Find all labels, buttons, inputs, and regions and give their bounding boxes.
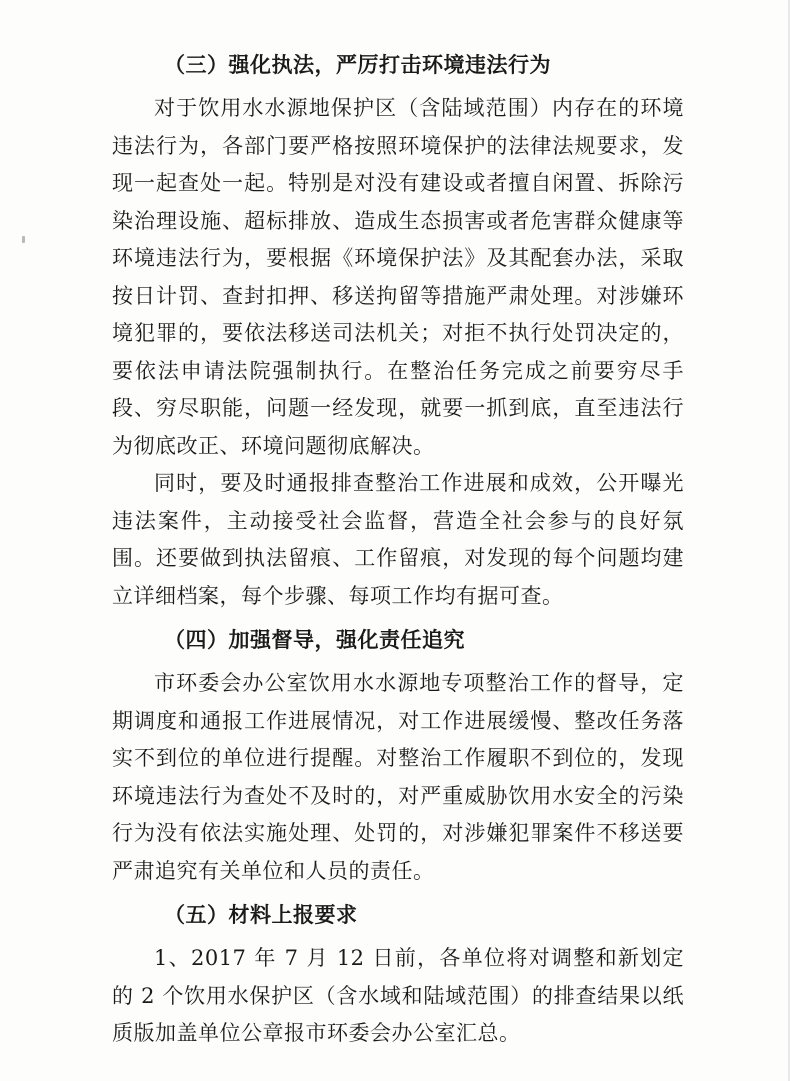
section-heading-reporting: （五）材料上报要求	[164, 902, 358, 927]
paragraph-enforcement-1: 对于饮用水水源地保护区（含陆域范围）内存在的环境违法行为，各部门要严格按照环境保护的法律法规要求，发现一起查处一起。特别是对没有建设或者擅自闲置、拆除污染治理设施、超标排放、造成生态损害或者危害群众健康等环境违法行为，要根据《环境保护法》及其配套办法，采取按日计罚、查封扣押、移送拘留等措施严肃处理。对涉嫌环境犯罪的，要依法移送司法机关；对拒不执行处罚决定的，要依法申请法院强制执行。在整治任务完成之前要穷尽手段、穷尽职能，问题一经发现，就要一抓到底，直至违法行为彻底改正、环境问题彻底解决。	[112, 96, 684, 458]
paragraph-enforcement-2: 同时，要及时通报排查整治工作进展和成效，公开曝光违法案件，主动接受社会监督，营造全社会参与的良好氛围。还要做到执法留痕、工作留痕，对发现的每个问题均建立详细档案，每个步骤、每项工作均有据可查。	[112, 471, 684, 608]
section-heading-supervision: （四）加强督导，强化责任追究	[164, 627, 465, 652]
section-heading-enforcement: （三）强化执法，严厉打击环境违法行为	[164, 52, 551, 77]
document-body	[112, 40, 684, 1053]
paragraph-reporting-1: 1、2017 年 7 月 12 日前，各单位将对调整和新划定的 2 个饮用水保护区（含水域和陆域范围）的排查结果以纸质版加盖单位公章报市环委会办公室汇总。	[112, 946, 684, 1045]
scan-speck	[22, 236, 25, 243]
paragraph-supervision-1: 市环委会办公室饮用水水源地专项整治工作的督导，定期调度和通报工作进展情况，对工作进展缓慢、整改任务落实不到位的单位进行提醒。对整治工作履职不到位的，发现环境违法行为查处不及时的，对严重威胁饮用水安全的污染行为没有依法实施处理、处罚的，对涉嫌犯罪案件不移送要严肃追究有关单位和人员的责任。	[112, 671, 684, 883]
